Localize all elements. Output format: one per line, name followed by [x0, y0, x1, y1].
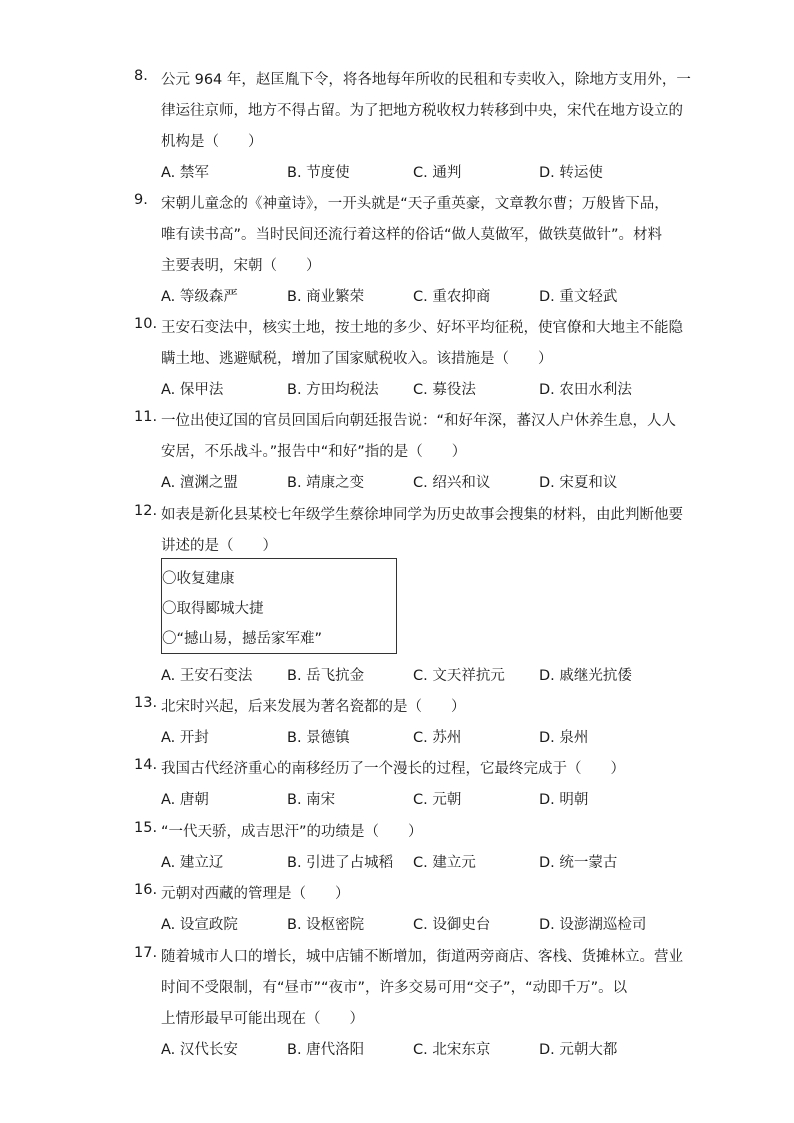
option-d[interactable]: D. 泉州	[539, 730, 589, 746]
option-c[interactable]: C. 文天祥抗元	[413, 668, 505, 684]
option-b[interactable]: B. 方田均税法	[287, 382, 379, 398]
question-text-line: 机构是（ ）	[161, 134, 263, 150]
options-row	[161, 788, 671, 808]
question-number: 17.	[134, 945, 158, 961]
question-number: 9.	[134, 192, 148, 208]
option-d[interactable]: D. 明朝	[539, 792, 589, 808]
question-number: 12.	[134, 503, 158, 519]
question-number: 16.	[134, 882, 158, 898]
question-text-line: 瞒土地、逃避赋税，增加了国家赋税收入。该措施是（ ）	[161, 351, 553, 367]
option-b[interactable]: B. 岳飞抗金	[287, 668, 365, 684]
question-text-line: 元朝对西藏的管理是（ ）	[161, 886, 350, 902]
option-a[interactable]: A. 开封	[161, 730, 209, 746]
option-d[interactable]: D. 统一蒙古	[539, 855, 618, 871]
question-text-line: 王安石变法中，核实土地，按土地的多少、好坏平均征税，使官僚和大地主不能隐	[161, 320, 683, 336]
material-item: 〇收复建康	[162, 571, 235, 587]
option-b[interactable]: B. 南宋	[287, 792, 336, 808]
option-b[interactable]: B. 景德镇	[287, 730, 350, 746]
question-text-line: 主要表明，宋朝（ ）	[161, 258, 321, 274]
question-text-line: 我国古代经济重心的南移经历了一个漫长的过程，它最终完成于（ ）	[161, 761, 625, 777]
options-row	[161, 161, 671, 181]
option-d[interactable]: D. 元朝大都	[539, 1042, 618, 1058]
option-c[interactable]: C. 设御史台	[413, 917, 491, 933]
options-row	[161, 664, 671, 684]
question-text-line: 上情形最早可能出现在（ ）	[161, 1011, 364, 1027]
options-row	[161, 1038, 671, 1058]
question-text-line: 北宋时兴起，后来发展为著名瓷都的是（ ）	[161, 699, 466, 715]
option-c[interactable]: C. 募役法	[413, 382, 476, 398]
options-row	[161, 913, 671, 933]
question-text-line: 时间不受限制，有“昼市”“夜市”，许多交易可用“交子”，“动即千万”。以	[161, 980, 628, 996]
option-c[interactable]: C. 苏州	[413, 730, 462, 746]
option-d[interactable]: D. 重文轻武	[539, 289, 618, 305]
options-row	[161, 285, 671, 305]
option-a[interactable]: A. 汉代长安	[161, 1042, 238, 1058]
option-b[interactable]: B. 引进了占城稻	[287, 855, 394, 871]
question-number: 10.	[134, 316, 158, 332]
question-text-line: 随着城市人口的增长，城中店铺不断增加，街道两旁商店、客栈、货摊林立。营业	[161, 949, 683, 965]
option-d[interactable]: D. 戚继光抗倭	[539, 668, 632, 684]
options-row	[161, 378, 671, 398]
option-d[interactable]: D. 转运使	[539, 165, 603, 181]
options-row	[161, 851, 671, 871]
question-text-line: “一代天骄，成吉思汗”的功绩是（ ）	[161, 824, 423, 840]
material-item: 〇取得郾城大捷	[162, 601, 264, 617]
option-a[interactable]: A. 保甲法	[161, 382, 224, 398]
option-b[interactable]: B. 设枢密院	[287, 917, 365, 933]
option-d[interactable]: D. 设澎湖巡检司	[539, 917, 647, 933]
question-number: 8.	[134, 68, 148, 84]
option-c[interactable]: C. 绍兴和议	[413, 475, 491, 491]
question-text-line: 安居，不乐战斗。”报告中“和好”指的是（ ）	[161, 444, 467, 460]
question-text-line: 如表是新化县某校七年级学生蔡徐坤同学为历史故事会搜集的材料，由此判断他要	[161, 507, 683, 523]
question-text-line: 一位出使辽国的官员回国后向朝廷报告说：“和好年深，蕃汉人户休养生息，人人	[161, 413, 677, 429]
option-a[interactable]: A. 设宣政院	[161, 917, 238, 933]
question-number: 13.	[134, 695, 158, 711]
option-c[interactable]: C. 北宋东京	[413, 1042, 491, 1058]
options-row	[161, 726, 671, 746]
question-text-line: 宋朝儿童念的《神童诗》，一开头就是“天子重英豪，文章教尔曹；万般皆下品，	[161, 196, 669, 212]
option-a[interactable]: A. 禁军	[161, 165, 209, 181]
option-c[interactable]: C. 通判	[413, 165, 462, 181]
option-d[interactable]: D. 宋夏和议	[539, 475, 618, 491]
option-a[interactable]: A. 唐朝	[161, 792, 209, 808]
option-b[interactable]: B. 商业繁荣	[287, 289, 365, 305]
option-a[interactable]: A. 王安石变法	[161, 668, 253, 684]
option-b[interactable]: B. 靖康之变	[287, 475, 365, 491]
question-number: 11.	[134, 409, 158, 425]
option-c[interactable]: C. 重农抑商	[413, 289, 491, 305]
question-text-line: 讲述的是（ ）	[161, 538, 277, 554]
question-text-line: 公元 964 年，赵匡胤下令，将各地每年所收的民租和专卖收入，除地方支用外，一	[161, 72, 691, 88]
option-b[interactable]: B. 节度使	[287, 165, 350, 181]
options-row	[161, 471, 671, 491]
option-c[interactable]: C. 元朝	[413, 792, 462, 808]
question-text-line: 唯有读书高”。当时民间还流行着这样的俗话“做人莫做军，做铁莫做针”。材料	[161, 227, 663, 243]
option-d[interactable]: D. 农田水利法	[539, 382, 632, 398]
question-text-line: 律运往京师，地方不得占留。为了把地方税收权力转移到中央，宋代在地方设立的	[161, 103, 683, 119]
material-box	[161, 558, 397, 654]
option-a[interactable]: A. 等级森严	[161, 289, 238, 305]
option-a[interactable]: A. 建立辽	[161, 855, 224, 871]
option-a[interactable]: A. 澶渊之盟	[161, 475, 238, 491]
option-b[interactable]: B. 唐代洛阳	[287, 1042, 365, 1058]
question-number: 15.	[134, 820, 158, 836]
option-c[interactable]: C. 建立元	[413, 855, 476, 871]
question-number: 14.	[134, 757, 158, 773]
material-item: 〇“撼山易，撼岳家军难”	[162, 631, 323, 647]
